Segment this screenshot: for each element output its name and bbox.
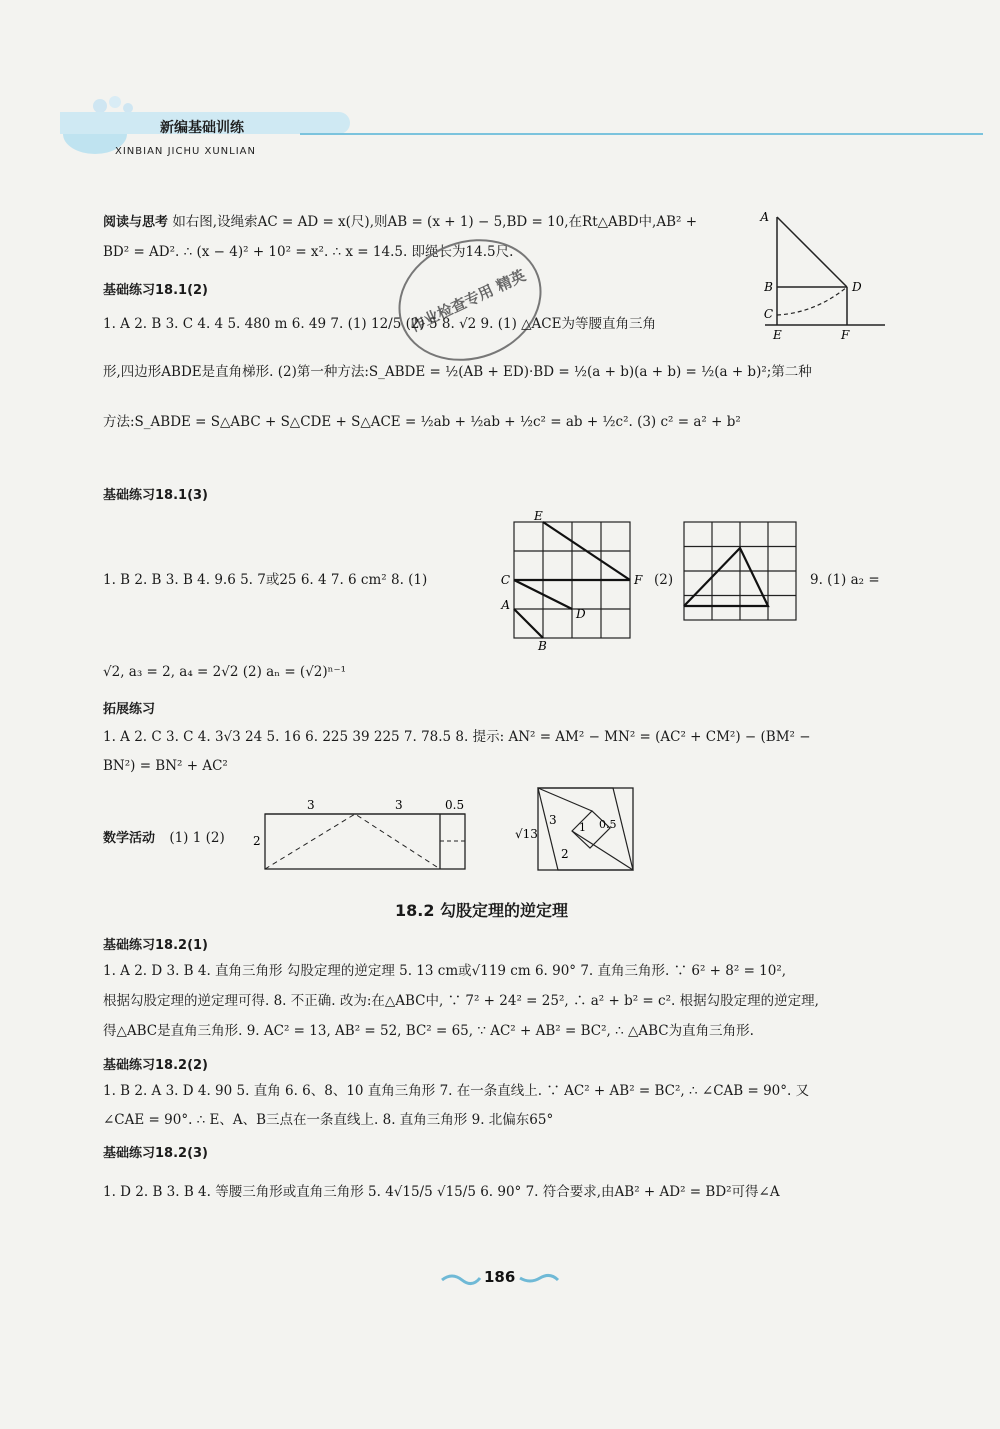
- fig1-label-f: F: [841, 328, 850, 342]
- header-rule: [300, 133, 983, 135]
- grid-figure-1: [500, 508, 650, 657]
- s3-line-2: BN²) = BN² + AC²: [103, 758, 228, 774]
- activity-line: [103, 830, 225, 847]
- sq-label-2: 2: [561, 847, 569, 861]
- s1-line-3: 方法:S_ABDE = S△ABC + S△CDE + S△ACE = ½ab + ½ab + ½c² = ab + ½c². (3) c² = a² + b²: [103, 414, 741, 430]
- fig1-label-a: A: [760, 210, 769, 224]
- s2-line-1: 1. B 2. B 3. B 4. 9.6 5. 7或25 6. 4 7. 6 cm² 8. (1): [103, 572, 428, 588]
- page-number-decoration-left: [440, 1270, 482, 1290]
- s5-line-2: ∠CAE = 90°. ∴ E、A、B三点在一条直线上. 8. 直角三角形 9. 北偏东65°: [103, 1112, 554, 1128]
- s4-line-1: 1. A 2. D 3. B 4. 直角三角形 勾股定理的逆定理 5. 13 cm或√119 cm 6. 90° 7. 直角三角形. ∵ 6² + 8² = 10²,: [103, 963, 787, 979]
- sq-label-1: 1: [579, 821, 586, 834]
- s1-line-2: 形,四边形ABDE是直角梯形. (2)第一种方法:S_ABDE = ½(AB + ED)·BD = ½(a + b)(a + b) = ½(a + b)²;第二种: [103, 364, 812, 380]
- sq-label-root13: √13: [515, 827, 538, 841]
- stamp-text: 作业检查专用 精英: [407, 266, 529, 336]
- section-18-2-1-title: 基础练习18.2(1): [103, 938, 209, 953]
- rope-figure: [755, 205, 895, 344]
- fig1-label-b: B: [764, 280, 773, 294]
- grid-figure-2: [672, 508, 802, 632]
- s2-part-2-label: (2): [654, 572, 674, 588]
- grid1-label-b: B: [538, 639, 547, 653]
- s4-line-3: 得△ABC是直角三角形. 9. AC² = 13, AB² = 52, BC² = 65, ∵ AC² + AB² = BC², ∴ △ABC为直角三角形.: [103, 1023, 754, 1039]
- section-18-1-2-title: 基础练习18.1(2): [103, 283, 209, 298]
- s5-line-1: 1. B 2. A 3. D 4. 90 5. 直角 6. 6、8、10 直角三角形 7. 在一条直线上. ∵ AC² + AB² = BC², ∴ ∠CAB = 90°. 又: [103, 1083, 810, 1099]
- strip-label-0-5: 0.5: [445, 798, 465, 812]
- grid1-label-e: E: [534, 509, 543, 523]
- header-title: 新编基础训练: [160, 120, 244, 136]
- grid1-label-d: D: [576, 607, 586, 621]
- s1-line-1: 1. A 2. B 3. C 4. 4 5. 480 m 6. 49 7. (1) 12/5 (2) 5 8. √2 9. (1) △ACE为等腰直角三角: [103, 316, 656, 332]
- reading-line-2: BD² = AD². ∴ (x − 4)² + 10² = x². ∴ x = 14.5. 即绳长为14.5尺.: [103, 244, 514, 260]
- s2-q9-start: 9. (1) a₂ =: [810, 572, 880, 588]
- fig1-label-c: C: [763, 307, 773, 321]
- section-18-2-3-title: 基础练习18.2(3): [103, 1146, 209, 1161]
- reading-label: 阅读与思考: [103, 215, 169, 230]
- strip-figure: [250, 796, 475, 880]
- page-number: 186: [484, 1268, 516, 1286]
- grid1-label-a: A: [501, 598, 510, 612]
- strip-label-2: 2: [253, 834, 261, 848]
- grid1-label-c: C: [500, 573, 510, 587]
- activity-text: (1) 1 (2): [169, 830, 225, 846]
- strip-label-3b: 3: [395, 798, 403, 812]
- section-18-2-2-title: 基础练习18.2(2): [103, 1058, 209, 1073]
- square-figure: [515, 786, 640, 880]
- extension-exercises-title: 拓展练习: [103, 702, 156, 717]
- reading-text-1: 如右图,设绳索AC = AD = x(尺),则AB = (x + 1) − 5,BD = 10,在Rt△ABD中,AB² +: [172, 214, 697, 230]
- s6-line-1: 1. D 2. B 3. B 4. 等腰三角形或直角三角形 5. 4√15/5 √15/5 6. 90° 7. 符合要求,由AB² + AD² = BD²可得∠A: [103, 1184, 780, 1200]
- s2-line-2: √2, a₃ = 2, a₄ = 2√2 (2) aₙ = (√2)ⁿ⁻¹: [103, 664, 347, 680]
- page-number-decoration-right: [518, 1270, 560, 1290]
- sq-label-0-5: 0.5: [599, 818, 617, 831]
- reading-line-1: [103, 214, 697, 231]
- fig1-label-d: D: [852, 280, 862, 294]
- header-subtitle: XINBIAN JICHU XUNLIAN: [115, 146, 256, 157]
- section-18-1-3-title: 基础练习18.1(3): [103, 488, 209, 503]
- s3-line-1: 1. A 2. C 3. C 4. 3√3 24 5. 16 6. 225 39 225 7. 78.5 8. 提示: AN² = AM² − MN² = (AC² + CM²) − (BM² −: [103, 729, 811, 745]
- activity-label: 数学活动: [103, 831, 156, 846]
- s4-line-2: 根据勾股定理的逆定理可得. 8. 不正确. 改为:在△ABC中, ∵ 7² + 24² = 25², ∴ a² + b² = c². 根据勾股定理的逆定理,: [103, 993, 819, 1009]
- strip-label-3a: 3: [307, 798, 315, 812]
- sq-label-3: 3: [549, 813, 557, 827]
- grid1-label-f: F: [634, 573, 643, 587]
- chapter-title: 18.2 勾股定理的逆定理: [395, 901, 569, 920]
- fig1-label-e: E: [773, 328, 782, 342]
